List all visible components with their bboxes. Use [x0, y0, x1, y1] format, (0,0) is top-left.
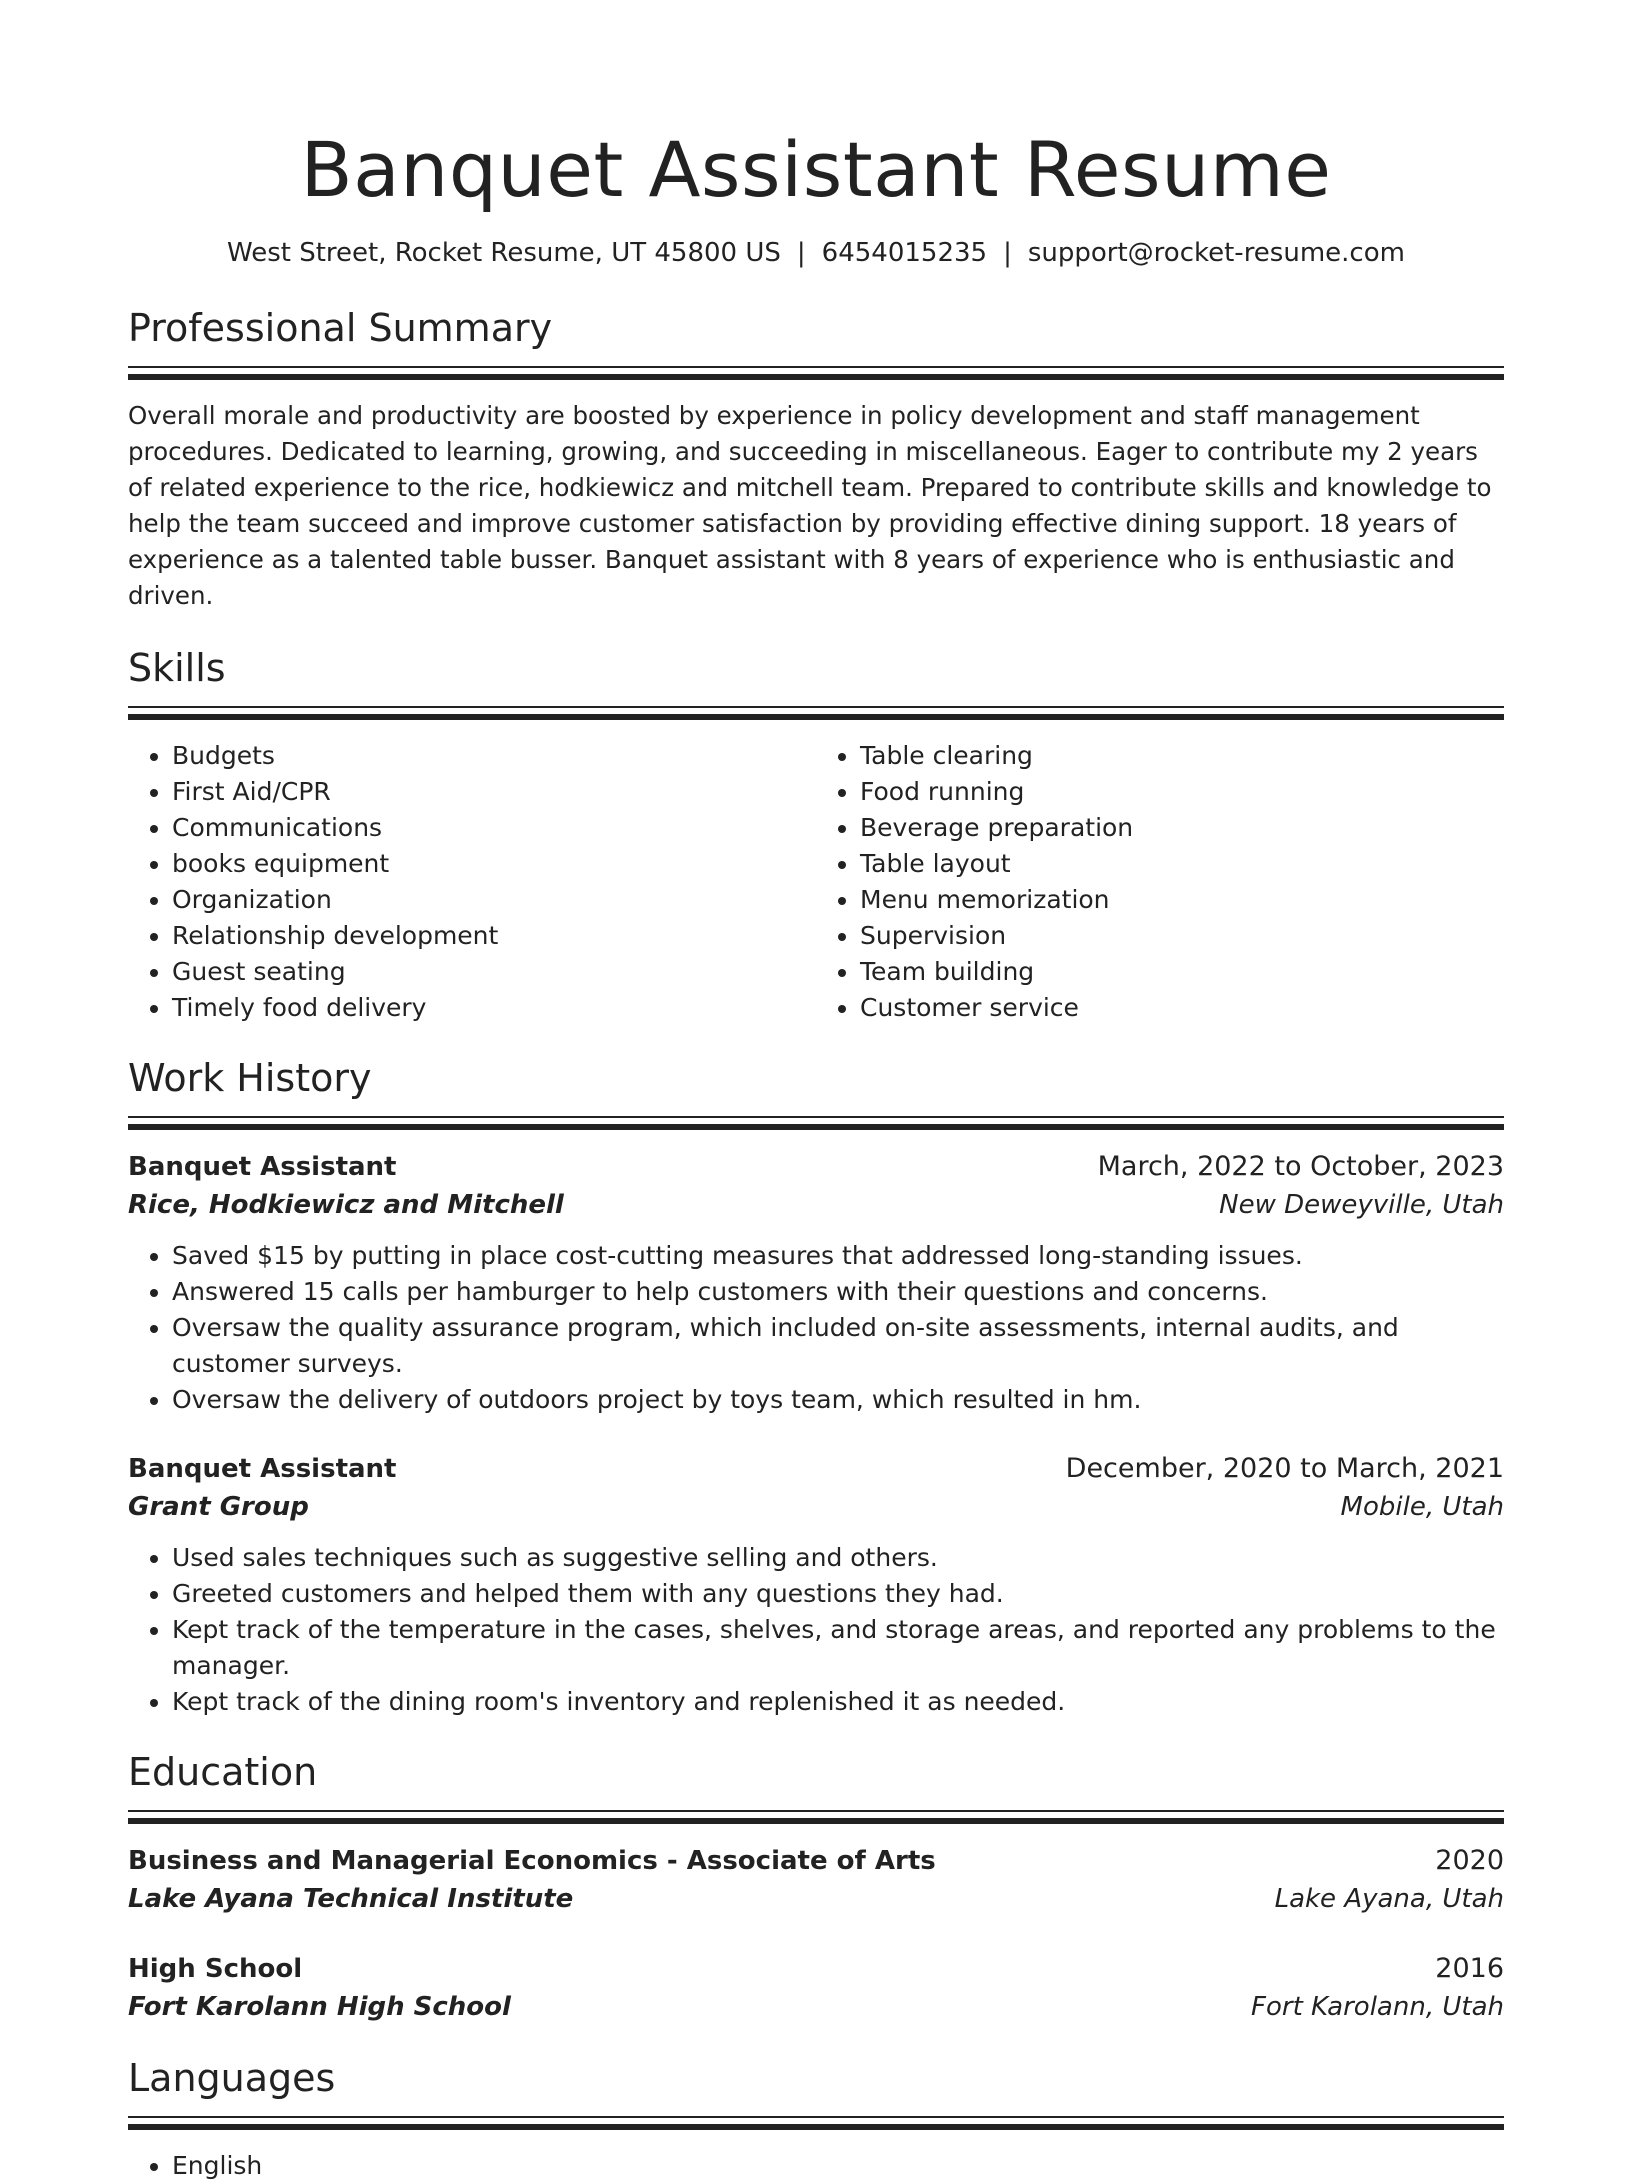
job-bullet: • Saved $15 by putting in place cost-cutting measures that addressed long-standing issues.: [172, 1238, 1504, 1274]
job-bullet: • Oversaw the quality assurance program, which included on-site assessments, internal audits, and customer surveys.: [172, 1310, 1504, 1382]
education-school: Fort Karolann High School: [128, 1992, 511, 2022]
job-location: Mobile, Utah: [1340, 1492, 1504, 1522]
job-dates: March, 2022 to October, 2023: [1097, 1151, 1504, 1182]
job-title: Banquet Assistant: [128, 1454, 397, 1484]
job-location: New Deweyville, Utah: [1219, 1190, 1504, 1220]
education-school: Lake Ayana Technical Institute: [128, 1884, 574, 1914]
skill-item: • Organization: [172, 882, 816, 918]
contact-address: West Street, Rocket Resume, UT 45800 US: [227, 238, 781, 268]
skill-item: • Team building: [860, 954, 1504, 990]
job-bullet: • Greeted customers and helped them with any questions they had.: [172, 1576, 1504, 1612]
contact-line: [128, 236, 1504, 270]
education-entry: [128, 1950, 1504, 2026]
contact-email: support@rocket-resume.com: [1027, 238, 1405, 268]
skill-item: • Budgets: [172, 738, 816, 774]
education-school-row: [128, 1880, 1504, 1918]
summary-section: [128, 304, 1504, 614]
skill-item: • Supervision: [860, 918, 1504, 954]
job-bullet: • Used sales techniques such as suggestive selling and others.: [172, 1540, 1504, 1576]
section-divider: [128, 2116, 1504, 2130]
languages-section: [128, 2054, 1504, 2184]
skill-item: • Table layout: [860, 846, 1504, 882]
skill-item: • Menu memorization: [860, 882, 1504, 918]
work-history-section: [128, 1054, 1504, 1720]
education-year: 2016: [1435, 1953, 1504, 1984]
job-entry: [128, 1148, 1504, 1418]
skill-item: • First Aid/CPR: [172, 774, 816, 810]
education-degree: High School: [128, 1954, 303, 1984]
summary-text: Overall morale and productivity are boosted by experience in policy development and staff management procedures. Dedicated to learning, growing, and succeeding in miscellaneous. Eager to contribute my 2 years of related experience to the rice, hodkiewicz and mitchell team. Prepared to contribute skills and knowledge to help the team succeed and improve customer satisfaction by providing effective dining support. 18 years of experience as a talented table busser. Banquet assistant with 8 years of experience who is enthusiastic and driven.: [128, 401, 1492, 610]
work-history-heading: Work History: [128, 1056, 372, 1100]
section-divider: [128, 1116, 1504, 1130]
languages-heading: Languages: [128, 2056, 336, 2100]
education-heading: Education: [128, 1750, 318, 1794]
job-entry: [128, 1450, 1504, 1720]
education-header-row: [128, 1950, 1504, 1988]
job-bullet: • Oversaw the delivery of outdoors project by toys team, which resulted in hm.: [172, 1382, 1504, 1418]
education-school-row: [128, 1988, 1504, 2026]
skill-item: • Table clearing: [860, 738, 1504, 774]
education-entry: [128, 1842, 1504, 1918]
education-location: Fort Karolann, Utah: [1251, 1992, 1504, 2022]
skill-item: • Guest seating: [172, 954, 816, 990]
job-header-row: [128, 1450, 1504, 1488]
education-section: [128, 1748, 1504, 2026]
skills-section: [128, 644, 1504, 1026]
job-bullets: [128, 1238, 1504, 1418]
skill-item: • Relationship development: [172, 918, 816, 954]
skill-item: • Beverage preparation: [860, 810, 1504, 846]
job-company: Grant Group: [128, 1492, 309, 1522]
education-degree: Business and Managerial Economics - Associate of Arts: [128, 1846, 936, 1876]
skills-list-right: [816, 738, 1504, 1026]
contact-separator: |: [1003, 238, 1012, 268]
resume-title: Banquet Assistant Resume: [300, 125, 1332, 214]
job-dates: December, 2020 to March, 2021: [1065, 1453, 1504, 1484]
language-item: • English: [172, 2148, 1504, 2184]
skill-item: • Customer service: [860, 990, 1504, 1026]
skills-list-left: [128, 738, 816, 1026]
job-header-row: [128, 1148, 1504, 1186]
job-bullet: • Answered 15 calls per hamburger to help customers with their questions and concerns.: [172, 1274, 1504, 1310]
skill-item: • Timely food delivery: [172, 990, 816, 1026]
job-company-row: [128, 1488, 1504, 1526]
contact-phone: 6454015235: [821, 238, 988, 268]
skills-columns: [128, 738, 1504, 1026]
skills-heading: Skills: [128, 646, 226, 690]
job-bullet: • Kept track of the temperature in the cases, shelves, and storage areas, and reported any problems to the manager.: [172, 1612, 1504, 1684]
job-company-row: [128, 1186, 1504, 1224]
summary-heading: Professional Summary: [128, 306, 553, 350]
skill-item: • Communications: [172, 810, 816, 846]
education-year: 2020: [1435, 1845, 1504, 1876]
education-header-row: [128, 1842, 1504, 1880]
skill-item: • books equipment: [172, 846, 816, 882]
section-divider: [128, 706, 1504, 720]
contact-separator: |: [796, 238, 806, 268]
section-divider: [128, 1810, 1504, 1824]
job-bullet: • Kept track of the dining room's inventory and replenished it as needed.: [172, 1684, 1504, 1720]
skill-item: • Food running: [860, 774, 1504, 810]
job-title: Banquet Assistant: [128, 1152, 397, 1182]
education-location: Lake Ayana, Utah: [1274, 1884, 1504, 1914]
job-company: Rice, Hodkiewicz and Mitchell: [128, 1190, 564, 1220]
section-divider: [128, 366, 1504, 380]
job-bullets: [128, 1540, 1504, 1720]
languages-list: [128, 2148, 1504, 2184]
